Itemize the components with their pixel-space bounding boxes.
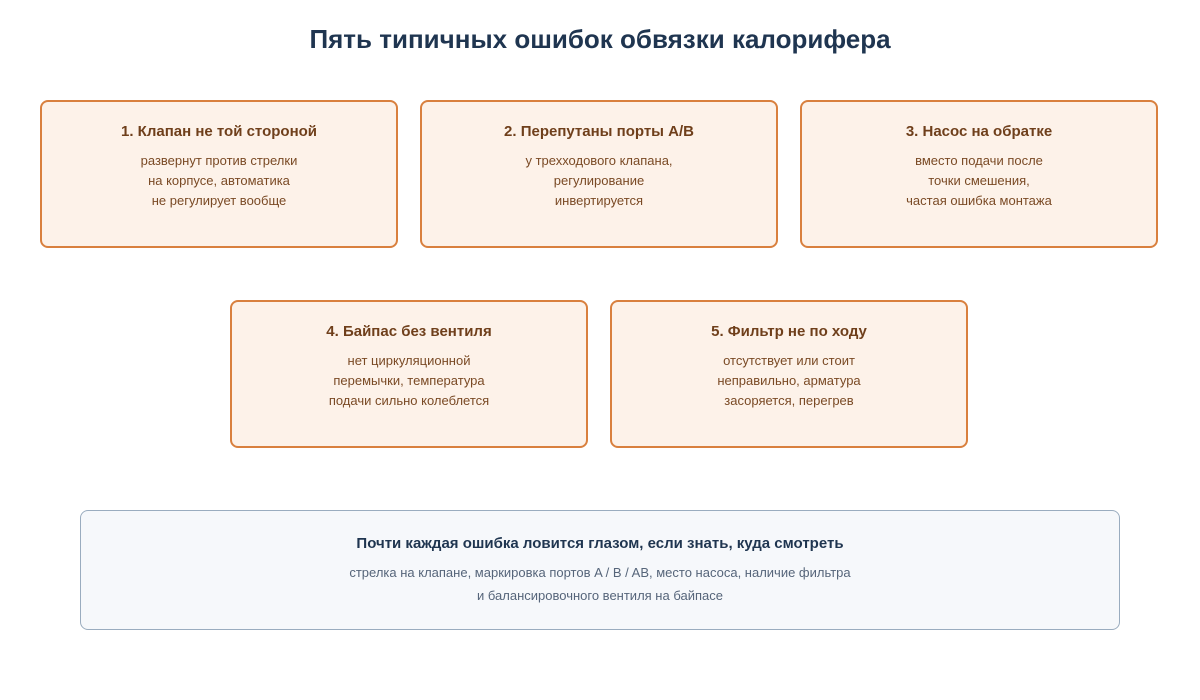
diagram-title: Пять типичных ошибок обвязки калорифера bbox=[309, 24, 891, 54]
error-card-2 bbox=[420, 100, 778, 248]
error-card-title: 3. Насос на обратке bbox=[905, 123, 1053, 140]
summary-line: и балансировочного вентиля на байпасе bbox=[477, 588, 723, 603]
error-card-description bbox=[612, 351, 966, 411]
error-card-5 bbox=[610, 300, 968, 448]
error-card-description bbox=[232, 351, 586, 411]
error-card-line: отсутствует или стоит bbox=[723, 353, 855, 368]
error-card-4 bbox=[230, 300, 588, 448]
error-card-line: засоряется, перегрев bbox=[724, 393, 854, 408]
error-card-description bbox=[42, 151, 396, 211]
error-card-description bbox=[422, 151, 776, 211]
error-card-line: у трехходового клапана, bbox=[525, 153, 673, 168]
error-card-line: вместо подачи после bbox=[915, 153, 1043, 168]
error-card-line: частая ошибка монтажа bbox=[906, 193, 1052, 208]
error-card-line: нет циркуляционной bbox=[347, 353, 471, 368]
summary-box bbox=[80, 510, 1120, 630]
error-card-title: 1. Клапан не той стороной bbox=[120, 123, 318, 140]
summary-description bbox=[81, 561, 1119, 607]
summary-title: Почти каждая ошибка ловится глазом, если знать, куда смотреть bbox=[356, 535, 844, 552]
error-card-line: регулирование bbox=[553, 173, 645, 188]
error-card-line: неправильно, арматура bbox=[717, 373, 861, 388]
error-card-line: на корпусе, автоматика bbox=[148, 173, 290, 188]
error-card-1 bbox=[40, 100, 398, 248]
error-card-line: точки смешения, bbox=[928, 173, 1030, 188]
error-card-line: инвертируется bbox=[554, 193, 644, 208]
error-card-line: перемычки, температура bbox=[333, 373, 485, 388]
error-card-title: 2. Перепутаны порты A/B bbox=[504, 123, 694, 140]
error-card-line: не регулирует вообще bbox=[151, 193, 287, 208]
error-card-title: 4. Байпас без вентиля bbox=[326, 323, 492, 340]
error-card-3 bbox=[800, 100, 1158, 248]
error-card-title: 5. Фильтр не по ходу bbox=[711, 323, 867, 340]
error-card-line: подачи сильно колеблется bbox=[328, 393, 490, 408]
error-card-description bbox=[802, 151, 1156, 211]
summary-line: стрелка на клапане, маркировка портов A / B / AB, место насоса, наличие фильтра bbox=[349, 565, 851, 580]
error-card-line: развернут против стрелки bbox=[140, 153, 298, 168]
